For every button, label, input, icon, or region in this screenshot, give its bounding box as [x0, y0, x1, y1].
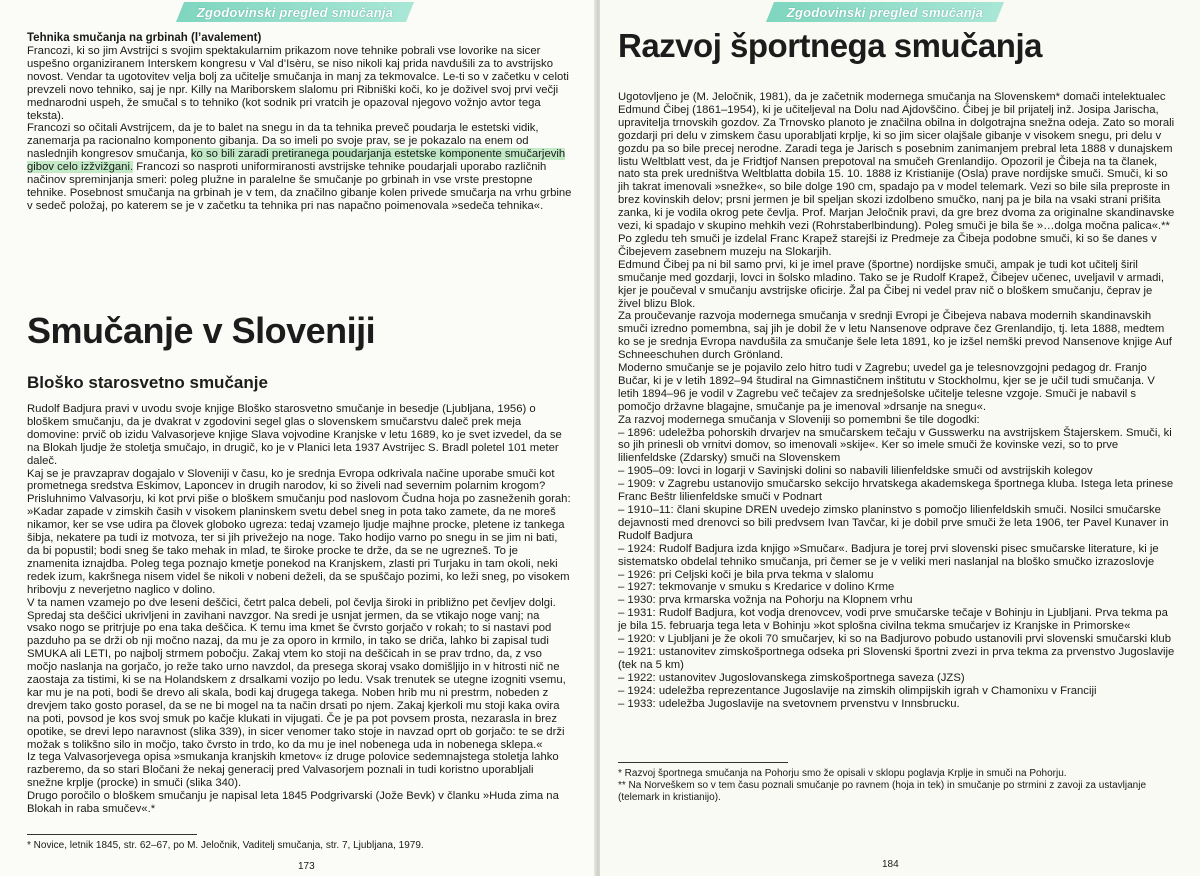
right-paragraph-4: Moderno smučanje se je pojavilo zelo hitro tudi v Zagrebu; uvedel ga je telesnovzgojni pedagog dr. Franjo Bučar, ki je v letih 1892–94 študiral na Gimnastičnem inštitutu v Stockholmu, kjer se je učil tudi smučanja. V letih 1894–96 je vodil v Zagrebu več tečajev za srednješolske učitelje telesne vzgoje. Smuči je nabavil s pomočjo državne blagajne, smučanje pa je imenoval »drsanje na snegu«.	[618, 362, 1155, 413]
grbinah-paragraph-2	[27, 122, 572, 212]
left-footnotes	[27, 834, 572, 852]
event-item: – 1924: udeležba reprezentance Jugoslavije na zimskih olimpijskih igrah v Chamonixu v Franciji	[618, 684, 1097, 697]
grbinah-heading: Tehnika smučanja na grbinah (l’avalement)	[27, 32, 262, 44]
event-item: – 1930: prva krmarska vožnja na Pohorju na Klopnem vrhu	[618, 594, 913, 607]
bloke-paragraph-1: Rudolf Badjura pravi v uvodu svoje knjige Bloško starosvetno smučanje in besedje (Ljubljana, 1956) o bloškem smučanju, da je dvakrat v zgodovini segel glas o slovenskem smučarstvu daleč prek meja domovine: prvič ob izidu Valvasorjeve knjige Slava vojvodine Kranjske v letu 1689, ko je svet izvedel, da se na Blokah ljudje že stoletja smučajo, in drugič, ko je v Planici leta 1937 Avstrijec S. Bradl poletel 101 meter daleč.	[27, 403, 562, 467]
right-banner-text: Zgodovinski pregled smučanja	[786, 4, 984, 20]
bloke-paragraph-3: V ta namen vzamejo po dve leseni deščici, četrt palca debeli, pol čevlja široki in približno pet čevljev dolgi. Spredaj sta deščici ukrivljeni in zavihani navzgor. Na sredi je usnjat jermen, da se vtikajo noge vanj; na vsako nogo se pritrjuje po ena taka deščica. K temu ima kmet še čvrsto gorjačo v rokah; to si nastavi pod pazduho pa se drži ob nji močno nazaj, da mu je za oporo in krmilo, in tako se driča, lahko bi zapisal tudi SMUKA ali LETI, po najbolj strmem pobočju. Zakaj vtem ko stoji na deščicah in se prav trdno, da, z vso močjo naslanja na gorjačo, jo reže tako urno navzdol, da presega skoraj vsako domišljijo in v hitrosti nič ne zaostaja za tistimi, ki se na Holandskem z drsalkami vozijo po ledu. Vsak trenutek se utegne izogniti vsemu, kar mu je na poti, bodi še drevo ali skala, bodi kaj drugega takega. Noben hrib mu ni prestrm, nobeden z drevjem tako gosto porasel, da se ne bi mogel na ta način drsati po njem. Zakaj kjerkoli mu stoji kaka ovira na poti, povsod je kos svoj smuk po kačje klukati in vijugati. Če je pa pot povsem prosta, nezarasla in brez opotike, se drevi lepo naravnost (slika 339), in sicer venomer tako stoje in navzad oprt ob gorjačo: te se drži možak s tolikšno silo in močjo, tako čvrsto in trdo, ko da mu je inel nobenega uda in nobenega sklepa.«	[27, 596, 566, 751]
footnote-rule	[618, 762, 788, 763]
grbinah-text-a: Francozi so očitali Avstrijcem, da je to balet na snegu in da ta tehnika preveč poudarja le estetski vidik, zanemarja pa racionalno komponento gibanja. Da so imeli po svoje prav, se je pokazalo na enem od naslednjih kongresov smučanja,	[27, 122, 539, 161]
event-item: – 1909: v Zagrebu ustanovijo smučarsko sekcijo hrvatskega akademskega športnega kluba. Istega leta prinese Franc Beštr lilienfeldske smuči v Podnart	[618, 478, 1174, 504]
event-item: – 1921: ustanovitev zimskošportnega odseka pri Slovenski športni zvezi in prva tekma za prvenstvo Jugoslavije (tek na 5 km)	[618, 645, 1175, 671]
right-paragraph-3: Za proučevanje razvoja modernega smučanja v srednji Evropi je Čibejeva nabava modernih skandinavskih smuči izredno pomembna, saj jih je dobil že v letu Nansenove odprave čez Grenlandijo, tj. leta 1888, medtem ko se je srednja Evropa navdušila za smučanje šele leta 1891, ko je izšel nemški prevod Nansenove knjige Auf Schneeschuhen durch Grönland.	[618, 310, 1172, 362]
event-item: – 1927: tekmovanje v smuku s Kredarice v dolino Krme	[618, 581, 895, 594]
bloke-paragraph-2: Kaj se je pravzaprav dogajalo v Sloveniji v času, ko je srednja Evropa odkrivala načine uporabe smuči kot prometnega sredstva Eskimov, Laponcev in drugih narodov, ki so živeli nad severnim polarnim krogom? Prisluhnimo Valvasorju, ki kot prvi piše o bloškem smučanju pod naslovom Čudna hoja po zasneženih gorah: »Kadar zapade v zimskih časih v visokem planinskem svetu debel sneg in pota tako zamete, da ne moreš nikamor, ker se vse udira pa človek globoko ugreza: tedaj vzamejo ljudje majhne procke, pletene iz tankega šibja, nekatere pa tudi iz motvoza, ter si jih privežejo na noge. Tako hodijo varno po snegu in se jim ni bati, da bi popustil; bodi sneg še tako mehak in mlad, te široke procke te drže, da se ne ugrezneš. To je znamenita iznajdba. Poleg tega poznajo kmetje ponekod na Kranjskem, zlasti pri Turjaku in tam okoli, neki redek izum, kakršnega nisem videl še nikoli v nobeni deželi, da se spuščajo pozimi, ko leži sneg, po visokem hribovju z neverjetno naglico v dolino.	[27, 467, 571, 596]
right-footnote-2: ** Na Norveškem so v tem času poznali smučanje po ravnem (hoja in tek) in smučanje po strmini z zavoji za ustavljanje (telemark in kristianijo).	[618, 780, 1147, 803]
grbinah-paragraph-1: Francozi, ki so jim Avstrijci s svojim spektakularnim prikazom nove tehnike pobrali vse lovorike na sicer uspešno organiziranem Interskem kongresu v Val d’Isèru, se niso nikoli kaj prida navdušili za to avstrijsko novost. Vendar ta ugotovitev velja bolj za učitelje smučanja in manj za tekmovalce. Le-ti so v začetku v celoti prevzeli novo tehniko, saj je npr. Killy na Mariborskem slalomu pri Ribniški koči, ko je doživel svoj prvi večji mednarodni uspeh, že smučal s to tehniko (kot sodnik pri vratcih je opazoval njegovo vožnjo avtor tega teksta).	[27, 45, 569, 122]
right-title: Razvoj športnega smučanja	[618, 27, 1042, 64]
bloke-paragraph-5: Drugo poročilo o bloškem smučanju je napisal leta 1845 Podgrivarski (Jože Bevk) v članku »Huda zima na Blokah in raba smučev«.*	[27, 790, 559, 816]
bloke-paragraph-4: Iz tega Valvasorjevega opisa »smukanja kranjskih kmetov« iz druge polovice sedemnajstega stoletja lahko razberemo, da so stari Bločani že nekaj generacij pred Valvasorjem poznali in tudi koristno uporabljali snežne krplje (procke) in smuči (slika 340).	[27, 751, 559, 790]
left-page-number: 173	[298, 861, 315, 872]
event-item: – 1924: Rudolf Badjura izda knjigo »Smučar«. Badjura je torej prvi slovenski pisec smučarske literature, ki je sistematsko obdelal tehniko smučanja, pri čemer se je v veliki meri naslanjal na bloško smučko izrazoslovje	[618, 542, 1159, 568]
right-footnote-1: * Razvoj športnega smučanja na Pohorju smo že opisali v sklopu poglavja Krplje in smuči na Pohorju.	[618, 768, 1067, 779]
highlighted-sentence: ko so bili zaradi pretiranega poudarjanja estetske komponente smučarjevih gibov celo izžvižgani.	[27, 148, 566, 174]
footnote-rule	[27, 834, 197, 835]
grbinah-text-b: Francozi so nasproti uniformiranosti avstrijske tehnike poudarjali uporabo različnih načinov spreminjanja smeri: poleg plužne in paralelne še smučanje po grbinah in vse vrste prestopne tehnike. Posebnost smučanja na grbinah je v tem, da značilno gibanje kolen privede smučarja na vrhu grbine v sedeč položaj, po katerem se je v začetku ta tehnika pri nas napačno poimenovala »sedeča tehnika«.	[27, 161, 572, 212]
right-body	[618, 91, 1178, 711]
grbinah-section	[27, 32, 572, 213]
left-chapter-banner	[176, 2, 414, 22]
right-chapter-banner	[766, 2, 1004, 22]
event-item: – 1931: Rudolf Badjura, kot vodja drenovcev, vodi prve smučarske tečaje v Bohinju in Ljubljani. Prva tekma pa je bila 15. februarja tega leta v Bohinju »kot splošna civilna tekma smučarjev iz Kranjske in Primorske«	[618, 607, 1168, 633]
left-footnote: * Novice, letnik 1845, str. 62–67, po M. Jeločnik, Vaditelj smučanja, str. 7, Ljubljana, 1979.	[27, 840, 424, 851]
right-footnotes	[618, 762, 1178, 804]
event-item: – 1910–11: člani skupine DREN uvedejo zimsko planinstvo s pomočjo lilienfeldskih smuči. Nosilci smučarske dejavnosti med drenovci so bili predvsem Ivan Tavčar, ki je dobil prve smuči že leta 1906, ter Pavel Kunaver in Rudolf Badjura	[618, 504, 1169, 542]
right-paragraph-5: Za razvoj modernega smučanja v Sloveniji so pomembni še tile dogodki:	[618, 413, 980, 426]
right-page	[600, 0, 1200, 876]
event-item: – 1920: v Ljubljani je že okoli 70 smučarjev, ki so na Badjurovo pobudo ustanovili prvi slovenski smučarski klub	[618, 633, 1171, 646]
event-item: – 1922: ustanovitev Jugoslovanskega zimskošportnega saveza (JZS)	[618, 671, 965, 684]
left-page	[0, 0, 596, 876]
bloke-text	[27, 403, 572, 816]
event-item: – 1905–09: lovci in logarji v Savinjski dolini so nabavili lilienfeldske smuči od avstrijskih kolegov	[618, 465, 1093, 478]
main-title: Smučanje v Sloveniji	[27, 310, 376, 351]
section-title: Bloško starosvetno smučanje	[27, 373, 268, 392]
event-item: – 1933: udeležba Jugoslavije na svetovnem prvenstvu v Innsbrucku.	[618, 697, 960, 710]
event-item: – 1896: udeležba pohorskih drvarjev na smučarskem tečaju v Gusswerku na avstrijskem Štajerskem. Smuči, ki so jih prinesli ob vrnitvi domov, so imenovali »skije«. Ker so imele smuči že kovinske vezi, so to prve lilienfeldske (Zdarsky) smuči na Slovenskem	[618, 426, 1172, 465]
events-list	[618, 427, 1178, 711]
right-paragraph-2: Edmund Čibej pa ni bil samo prvi, ki je imel prave (športne) nordijske smuči, ampak je tudi kot učitelj širil smučanje med gozdarji, lovci in šolsko mladino. Tako se je Rudolf Krapež, Čibejev učenec, uveljavil v armadi, kjer je poučeval v smučanju avstrijske oficirje. Žal pa Čibej ni vedel prav nič o bloškem smučanju, čeprav je živel blizu Blok.	[618, 258, 1165, 310]
event-item: – 1926: pri Celjski koči je bila prva tekma v slalomu	[618, 568, 874, 581]
left-banner-text: Zgodovinski pregled smučanja	[196, 4, 394, 20]
right-page-number: 184	[882, 859, 899, 870]
right-paragraph-1: Ugotovljeno je (M. Jeločnik, 1981), da je začetnik modernega smučanja na Slovenskem* domači intelektualec Edmund Čibej (1861–1954), ki je učiteljeval na Dolu nad Ajdovščino. Čibej je bil prijatelj inž. Josipa Jarischa, upravitelja trnovskih gozdov. Za Trnovsko planoto je značilna obilna in dolgotrajna snežna odeja. Zato so morali gozdarji pri delu v zimskem času uporabljati krplje, ki so jim sicer olajšale gibanje v visokem snegu, pri delu v gozdu pa so bile precej nerodne. Zaradi tega je Jarisch s posebnim zanimanjem prebral leta 1888 v dunajskem listu Weltblatt vest, da je Fridtjof Nansen prepotoval na smučeh Grenlandijo. Opozoril je Čibeja na ta članek, nato sta prek uredništva Weltblatta dobila 15. 10. 1888 iz Kristianije (Osla) prave nordijske smuči. Smuči, ki so jih takrat imenovali »snežke«, so bile dolge 190 cm, spadajo pa v model telemark. Vezi so bile sila preproste in brez kovinskih delov; prsni jermen je bil speljan skozi izdolbeno smučko, nanj pa je bila na vsaki strani prišita zanka, ki je vodila okrog pete čevlja. Prof. Marjan Jeločnik pravi, da gre brez dvoma za originalne skandinavske vezi, ki spadajo v skupino mehkih vezi (Rohrstaberlbindung). Poleg smuči je bila še »…dolga močna palica«.** Po zgledu teh smuči je izdelal Franc Krapež starejši iz Predmeje za Čibeja podobne smuči, ki so še danes v Čibejevem zasebnem muzeju na Slokarjih.	[618, 91, 1175, 258]
